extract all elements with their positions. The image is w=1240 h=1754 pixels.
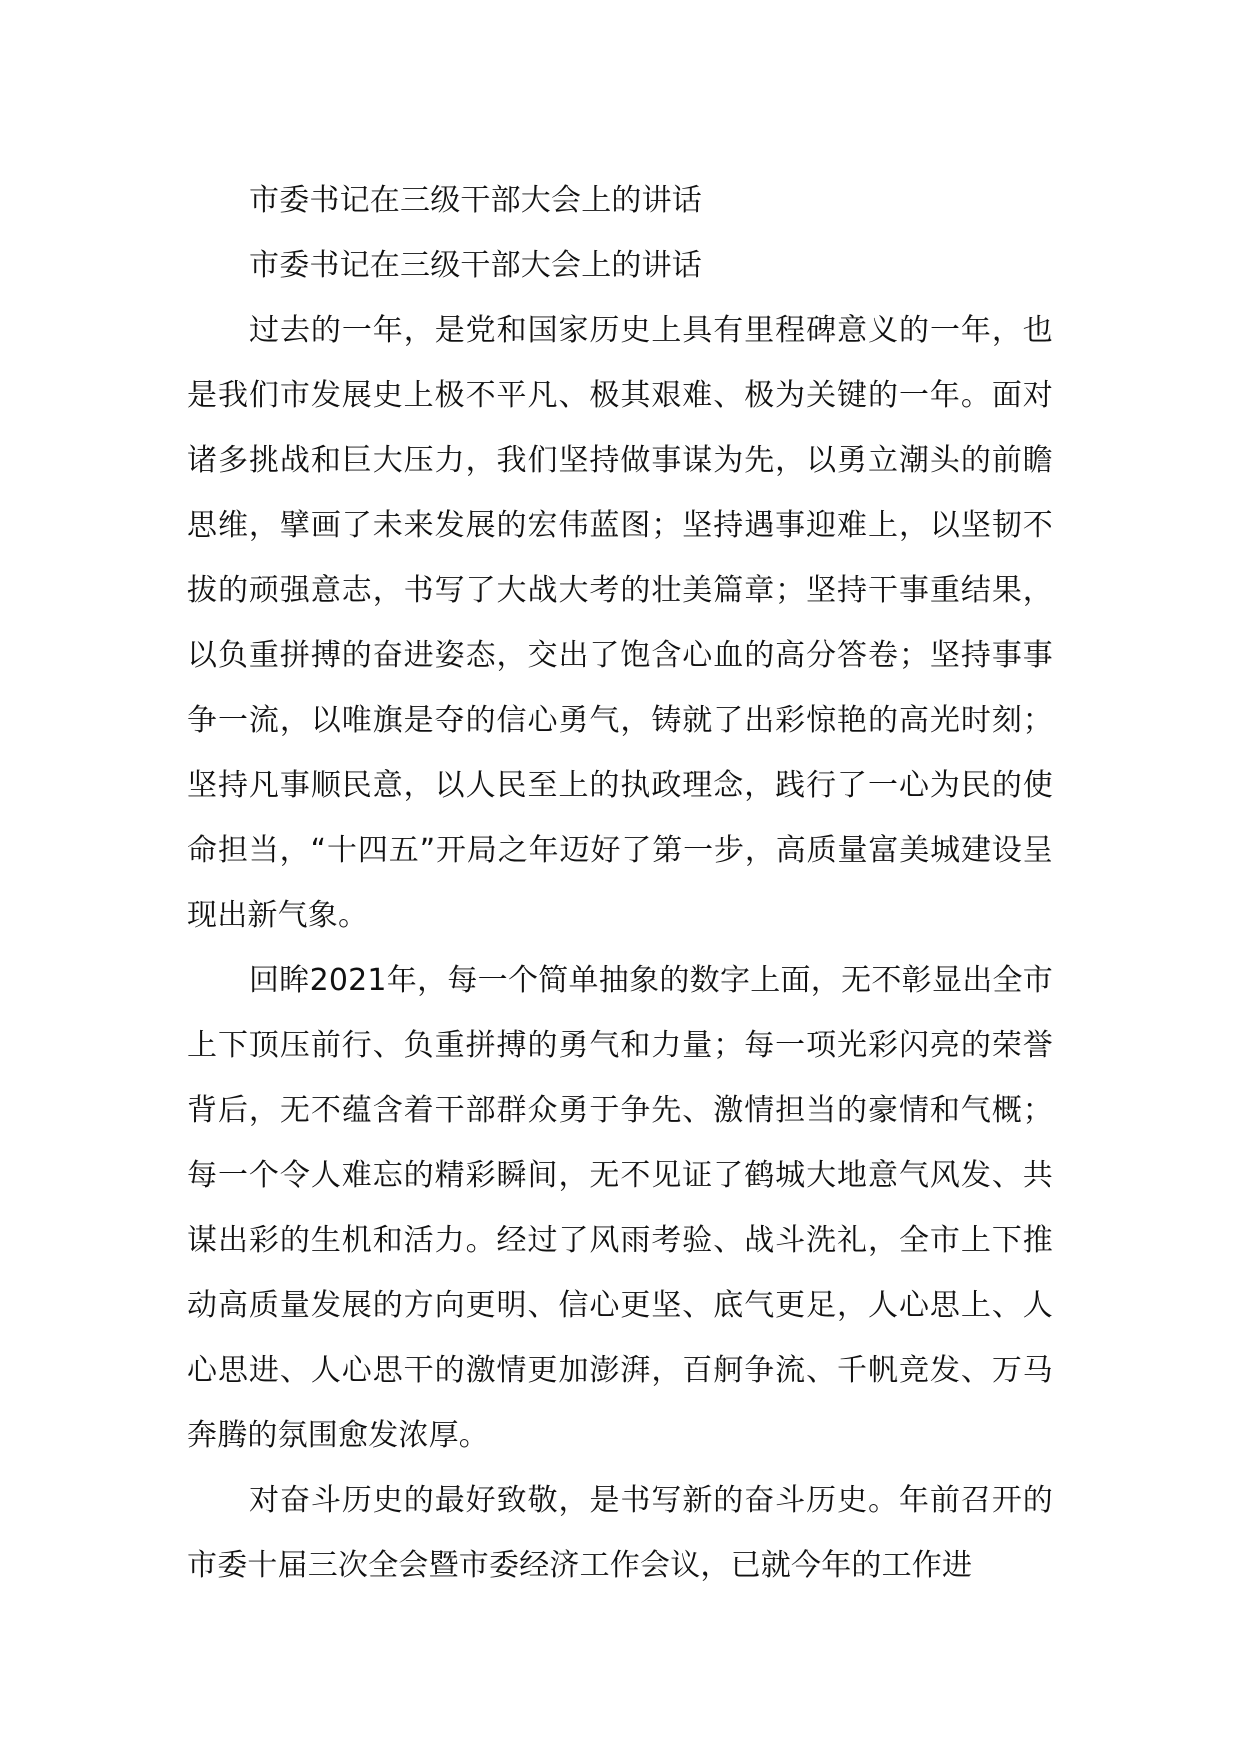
paragraph: 对奋斗历史的最好致敬，是书写新的奋斗历史。年前召开的市委十届三次全会暨市委经济工作会议，已就今年的工作进	[187, 1483, 1053, 1583]
document-title-repeat: 市委书记在三级干部大会上的讲话	[249, 248, 702, 283]
paragraph: 回眸2021年，每一个简单抽象的数字上面，无不彰显出全市上下顶压前行、负重拼搏的勇气和力量；每一项光彩闪亮的荣誉背后，无不蕴含着干部群众勇于争先、激情担当的豪情和气概；每一个令人难忘的精彩瞬间，无不见证了鹤城大地意气风发、共谋出彩的生机和活力。经过了风雨考验、战斗洗礼，全市上下推动高质量发展的方向更明、信心更坚、底气更足，人心思上、人心思进、人心思干的激情更加澎湃，百舸争流、千帆竞发、万马奔腾的氛围愈发浓厚。	[187, 963, 1053, 1453]
paragraph: 过去的一年，是党和国家历史上具有里程碑意义的一年，也是我们市发展史上极不平凡、极其艰难、极为关键的一年。面对诸多挑战和巨大压力，我们坚持做事谋为先，以勇立潮头的前瞻思维，擘画了未来发展的宏伟蓝图；坚持遇事迎难上，以坚韧不拔的顽强意志，书写了大战大考的壮美篇章；坚持干事重结果，以负重拼搏的奋进姿态，交出了饱含心血的高分答卷；坚持事事争一流，以唯旗是夺的信心勇气，铸就了出彩惊艳的高光时刻；坚持凡事顺民意，以人民至上的执政理念，践行了一心为民的使命担当，“十四五”开局之年迈好了第一步，高质量富美城建设呈现出新气象。	[187, 313, 1053, 933]
document-title: 市委书记在三级干部大会上的讲话	[249, 183, 702, 218]
document-body	[187, 168, 1053, 1598]
